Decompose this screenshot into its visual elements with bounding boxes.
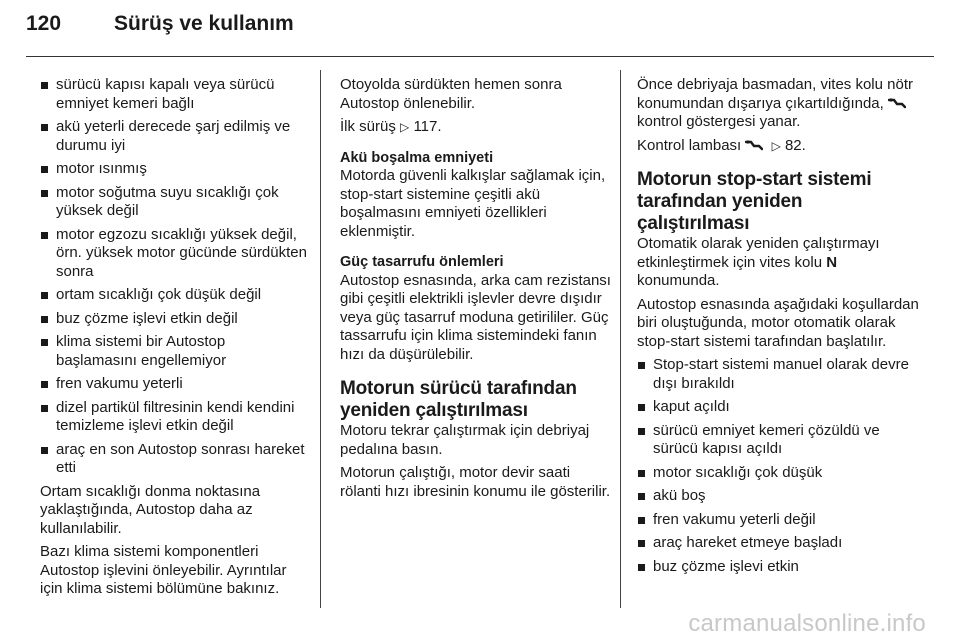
gearshift-indicator-icon [745, 139, 763, 151]
list-item: sürücü kapısı kapalı veya sürücü emniyet kemeri bağlı [40, 76, 308, 113]
gear-position-n: N [826, 253, 838, 271]
list-item: dizel partikül filtresinin kendi kendini temizleme işlevi etkin değil [40, 399, 308, 436]
gearshift-indicator-icon [888, 97, 906, 109]
reference-arrow-icon: ▷ [771, 138, 781, 153]
list-item: motor egzozu sıcaklığı yüksek değil, örn. yüksek motor gücünde sürdükten sonra [40, 226, 308, 282]
paragraph [340, 118, 612, 137]
paragraph: Autostop esnasında, arka cam rezistansı gibi çeşitli elektrikli işlevler devre dışıdır veya güç tasarruf moduna getirililer. Güç tassarrufu için klima sistemindeki fanın hızı da düşürülebilir. [340, 271, 611, 363]
subheading: Güç tasarrufu önlemleri [340, 254, 504, 270]
list-item: buz çözme işlevi etkin değil [40, 310, 308, 329]
list-item: kaput açıldı [637, 398, 919, 417]
section-heading: Motorun sürücü tarafından yeniden çalıştırılması [340, 378, 577, 421]
list-item: Stop-start sistemi manuel olarak devre dışı bırakıldı [637, 356, 919, 393]
list-item: buz çözme işlevi etkin [637, 558, 919, 577]
paragraph: Bazı klima sistemi komponentleri Autostop işlevini önleyebilir. Ayrıntılar için klima sistemi bölümüne bakınız. [40, 543, 287, 597]
paragraph-text: kontrol göstergesi yanar. [637, 113, 801, 130]
paragraph: Ortam sıcaklığı donma noktasına yaklaştığında, Autostop daha az kullanılabilir. [40, 482, 261, 537]
list-item: ortam sıcaklığı çok düşük değil [40, 286, 308, 305]
paragraph [637, 76, 919, 132]
list-item: klima sistemi bir Autostop başlamasını engellemiyor [40, 333, 308, 370]
autostop-conditions-list [40, 76, 308, 478]
paragraph-text: Kontrol lambası [637, 136, 742, 154]
section-heading: Motorun stop-start sistemi tarafından yeniden çalıştırılması [637, 169, 872, 234]
paragraph-text: İlk sürüş [340, 118, 396, 135]
restart-conditions-list [637, 356, 919, 576]
list-item: motor sıcaklığı çok düşük [637, 464, 919, 483]
paragraph [637, 137, 919, 156]
reference-arrow-icon: ▷ [400, 120, 410, 134]
page-reference-link[interactable]: 82. [784, 136, 806, 154]
watermark: carmanualsonline.info [688, 610, 926, 637]
list-item: fren vakumu yeterli [40, 375, 308, 394]
list-item: fren vakumu yeterli değil [637, 511, 919, 530]
list-item: akü boş [637, 487, 919, 506]
subheading: Akü boşalma emniyeti [340, 149, 494, 166]
column-1 [40, 76, 308, 604]
paragraph-text: Otomatik olarak yeniden çalıştırmayı etkinleştirmek için vites kolu [637, 235, 880, 271]
list-item: motor ısınmış [40, 160, 308, 179]
list-item: sürücü emniyet kemeri çözüldü ve sürücü kapısı açıldı [637, 422, 919, 459]
header-rule [26, 56, 934, 57]
paragraph: Motorun çalıştığı, motor devir saati rölanti hızı ibresinin konumu ile gösterilir. [340, 464, 611, 500]
column-divider [320, 70, 321, 608]
paragraph: Motorda güvenli kalkışlar sağlamak için, stop-start sistemine çeşitli akü boşalmasını emniyeti özellikleri eklenmiştir. [340, 167, 606, 240]
page-title: Sürüş ve kullanım [114, 12, 294, 35]
column-divider [620, 70, 621, 608]
paragraph-text: konumunda. [637, 272, 720, 289]
list-item: motor soğutma suyu sıcaklığı çok yüksek değil [40, 184, 308, 221]
page-number: 120 [26, 12, 62, 35]
column-2 [340, 76, 612, 506]
page-reference-link[interactable]: 117. [413, 118, 442, 135]
list-item: akü yeterli derecede şarj edilmiş ve durumu iyi [40, 118, 308, 155]
column-3 [637, 76, 919, 581]
page-header [26, 12, 294, 48]
paragraph: Otoyolda sürdükten hemen sonra Autostop önlenebilir. [340, 76, 562, 112]
paragraph: Autostop esnasında aşağıdaki koşullardan biri oluştuğunda, motor otomatik olarak stop-start sistemi tarafından başlatılır. [637, 295, 919, 350]
paragraph [637, 235, 919, 291]
paragraph: Motoru tekrar çalıştırmak için debriyaj pedalına basın. [340, 422, 590, 458]
paragraph-text: Önce debriyaja basmadan, vites kolu nötr konumundan dışarıya çıkartıldığında, [637, 76, 913, 112]
list-item: araç en son Autostop sonrası hareket etti [40, 441, 308, 478]
list-item: araç hareket etmeye başladı [637, 534, 919, 553]
